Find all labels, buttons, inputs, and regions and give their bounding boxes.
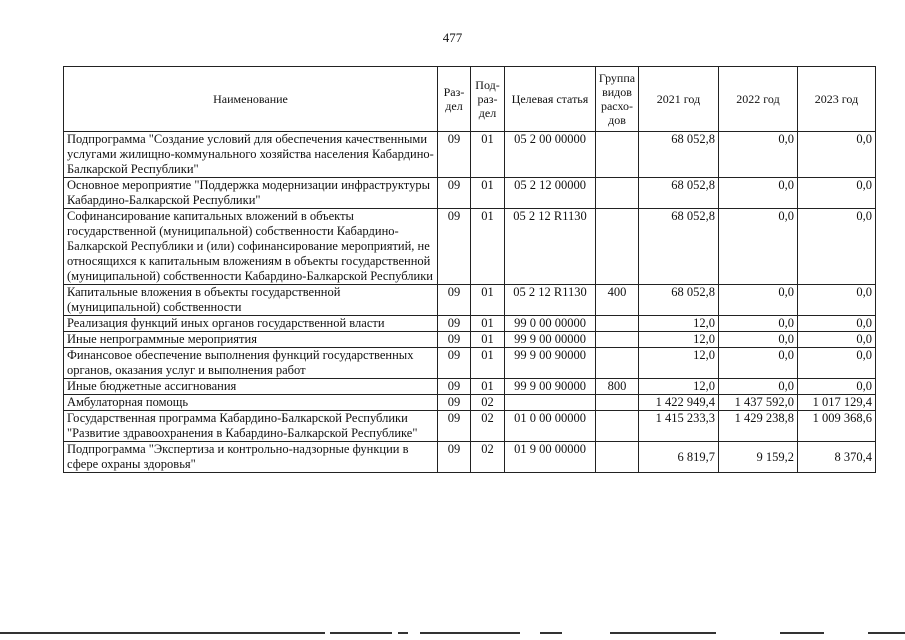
header-2022: 2022 год (719, 67, 798, 132)
cell-name: Капитальные вложения в объекты государственной (муниципальной) собственности (64, 285, 438, 316)
cell-celevaya: 01 9 00 00000 (505, 442, 596, 473)
cell-razdel: 09 (438, 411, 471, 442)
cell-2021: 68 052,8 (639, 285, 719, 316)
header-gruppa: Группа видов расхо-дов (596, 67, 639, 132)
cell-celevaya: 99 0 00 00000 (505, 316, 596, 332)
cell-podrazdel: 02 (471, 442, 505, 473)
cell-podrazdel: 01 (471, 209, 505, 285)
cell-2022: 0,0 (719, 209, 798, 285)
cell-gruppa (596, 209, 639, 285)
cell-razdel: 09 (438, 332, 471, 348)
cell-2023: 0,0 (798, 348, 876, 379)
cell-2022: 0,0 (719, 178, 798, 209)
table-row (64, 209, 876, 285)
cell-2023: 8 370,4 (798, 442, 876, 473)
footer-scan-lines (0, 632, 905, 635)
cell-name: Государственная программа Кабардино-Балкарской Республики "Развитие здравоохранения в Кабардино-Балкарской Республике" (64, 411, 438, 442)
cell-gruppa (596, 442, 639, 473)
cell-2023: 0,0 (798, 285, 876, 316)
cell-razdel: 09 (438, 348, 471, 379)
cell-2021: 12,0 (639, 348, 719, 379)
cell-razdel: 09 (438, 316, 471, 332)
cell-name: Иные непрограммные мероприятия (64, 332, 438, 348)
cell-gruppa (596, 348, 639, 379)
cell-celevaya: 05 2 12 R1130 (505, 209, 596, 285)
cell-podrazdel: 01 (471, 285, 505, 316)
cell-2023: 0,0 (798, 132, 876, 178)
cell-podrazdel: 02 (471, 395, 505, 411)
budget-table (63, 66, 876, 473)
cell-name: Основное мероприятие "Поддержка модернизации инфраструктуры Кабардино-Балкарской Республики" (64, 178, 438, 209)
table-row (64, 395, 876, 411)
cell-razdel: 09 (438, 395, 471, 411)
cell-gruppa (596, 316, 639, 332)
cell-gruppa (596, 132, 639, 178)
cell-2023: 0,0 (798, 332, 876, 348)
cell-2022: 0,0 (719, 132, 798, 178)
header-podrazdel: Под-раз-дел (471, 67, 505, 132)
cell-name: Реализация функций иных органов государственной власти (64, 316, 438, 332)
cell-2023: 0,0 (798, 178, 876, 209)
header-celevaya: Целевая статья (505, 67, 596, 132)
cell-2021: 12,0 (639, 332, 719, 348)
cell-name: Финансовое обеспечение выполнения функций государственных органов, оказания услуг и выполнения работ (64, 348, 438, 379)
cell-celevaya (505, 395, 596, 411)
table-header-row (64, 67, 876, 132)
cell-celevaya: 99 9 00 00000 (505, 332, 596, 348)
cell-celevaya: 05 2 00 00000 (505, 132, 596, 178)
cell-podrazdel: 01 (471, 379, 505, 395)
cell-2021: 12,0 (639, 379, 719, 395)
table-row (64, 132, 876, 178)
cell-gruppa: 400 (596, 285, 639, 316)
cell-name: Подпрограмма "Экспертиза и контрольно-надзорные функции в сфере охраны здоровья" (64, 442, 438, 473)
cell-2022: 0,0 (719, 285, 798, 316)
cell-podrazdel: 01 (471, 332, 505, 348)
header-2021: 2021 год (639, 67, 719, 132)
cell-name: Иные бюджетные ассигнования (64, 379, 438, 395)
cell-name: Подпрограмма "Создание условий для обеспечения качественными услугами жилищно-коммунального хозяйства населения Кабардино-Балкарской Республики" (64, 132, 438, 178)
cell-2021: 1 422 949,4 (639, 395, 719, 411)
cell-2022: 0,0 (719, 332, 798, 348)
header-razdel: Раз-дел (438, 67, 471, 132)
cell-2021: 68 052,8 (639, 178, 719, 209)
cell-2022: 0,0 (719, 316, 798, 332)
cell-2023: 0,0 (798, 209, 876, 285)
cell-2021: 12,0 (639, 316, 719, 332)
header-name: Наименование (64, 67, 438, 132)
cell-razdel: 09 (438, 379, 471, 395)
cell-gruppa (596, 332, 639, 348)
cell-razdel: 09 (438, 178, 471, 209)
cell-2022: 9 159,2 (719, 442, 798, 473)
cell-podrazdel: 02 (471, 411, 505, 442)
cell-celevaya: 99 9 00 90000 (505, 348, 596, 379)
cell-2022: 0,0 (719, 379, 798, 395)
table-row (64, 348, 876, 379)
cell-2021: 68 052,8 (639, 209, 719, 285)
cell-2023: 0,0 (798, 379, 876, 395)
cell-celevaya: 99 9 00 90000 (505, 379, 596, 395)
cell-razdel: 09 (438, 209, 471, 285)
cell-podrazdel: 01 (471, 316, 505, 332)
cell-celevaya: 01 0 00 00000 (505, 411, 596, 442)
cell-celevaya: 05 2 12 00000 (505, 178, 596, 209)
cell-gruppa (596, 395, 639, 411)
cell-podrazdel: 01 (471, 178, 505, 209)
cell-razdel: 09 (438, 132, 471, 178)
page-number: 477 (442, 30, 463, 45)
cell-podrazdel: 01 (471, 132, 505, 178)
cell-2022: 1 437 592,0 (719, 395, 798, 411)
table-row (64, 411, 876, 442)
cell-2022: 1 429 238,8 (719, 411, 798, 442)
cell-gruppa: 800 (596, 379, 639, 395)
table-row (64, 332, 876, 348)
header-2023: 2023 год (798, 67, 876, 132)
cell-gruppa (596, 178, 639, 209)
table-row (64, 442, 876, 473)
cell-podrazdel: 01 (471, 348, 505, 379)
table-row (64, 178, 876, 209)
cell-razdel: 09 (438, 285, 471, 316)
cell-name: Амбулаторная помощь (64, 395, 438, 411)
table-row (64, 285, 876, 316)
cell-2022: 0,0 (719, 348, 798, 379)
cell-2023: 1 017 129,4 (798, 395, 876, 411)
cell-razdel: 09 (438, 442, 471, 473)
cell-2021: 6 819,7 (639, 442, 719, 473)
table-row (64, 379, 876, 395)
cell-gruppa (596, 411, 639, 442)
cell-name: Софинансирование капитальных вложений в объекты государственной (муниципальной) собственности Кабардино-Балкарской Республики и (или) софинансирование мероприятий, не относящихся к капитальным вложениям в объекты государственной (муниципальной) собственности Кабардино-Балкарской Республики (64, 209, 438, 285)
cell-2023: 0,0 (798, 316, 876, 332)
table-body (64, 132, 876, 473)
cell-2021: 1 415 233,3 (639, 411, 719, 442)
cell-2021: 68 052,8 (639, 132, 719, 178)
table-row (64, 316, 876, 332)
cell-2023: 1 009 368,6 (798, 411, 876, 442)
cell-celevaya: 05 2 12 R1130 (505, 285, 596, 316)
